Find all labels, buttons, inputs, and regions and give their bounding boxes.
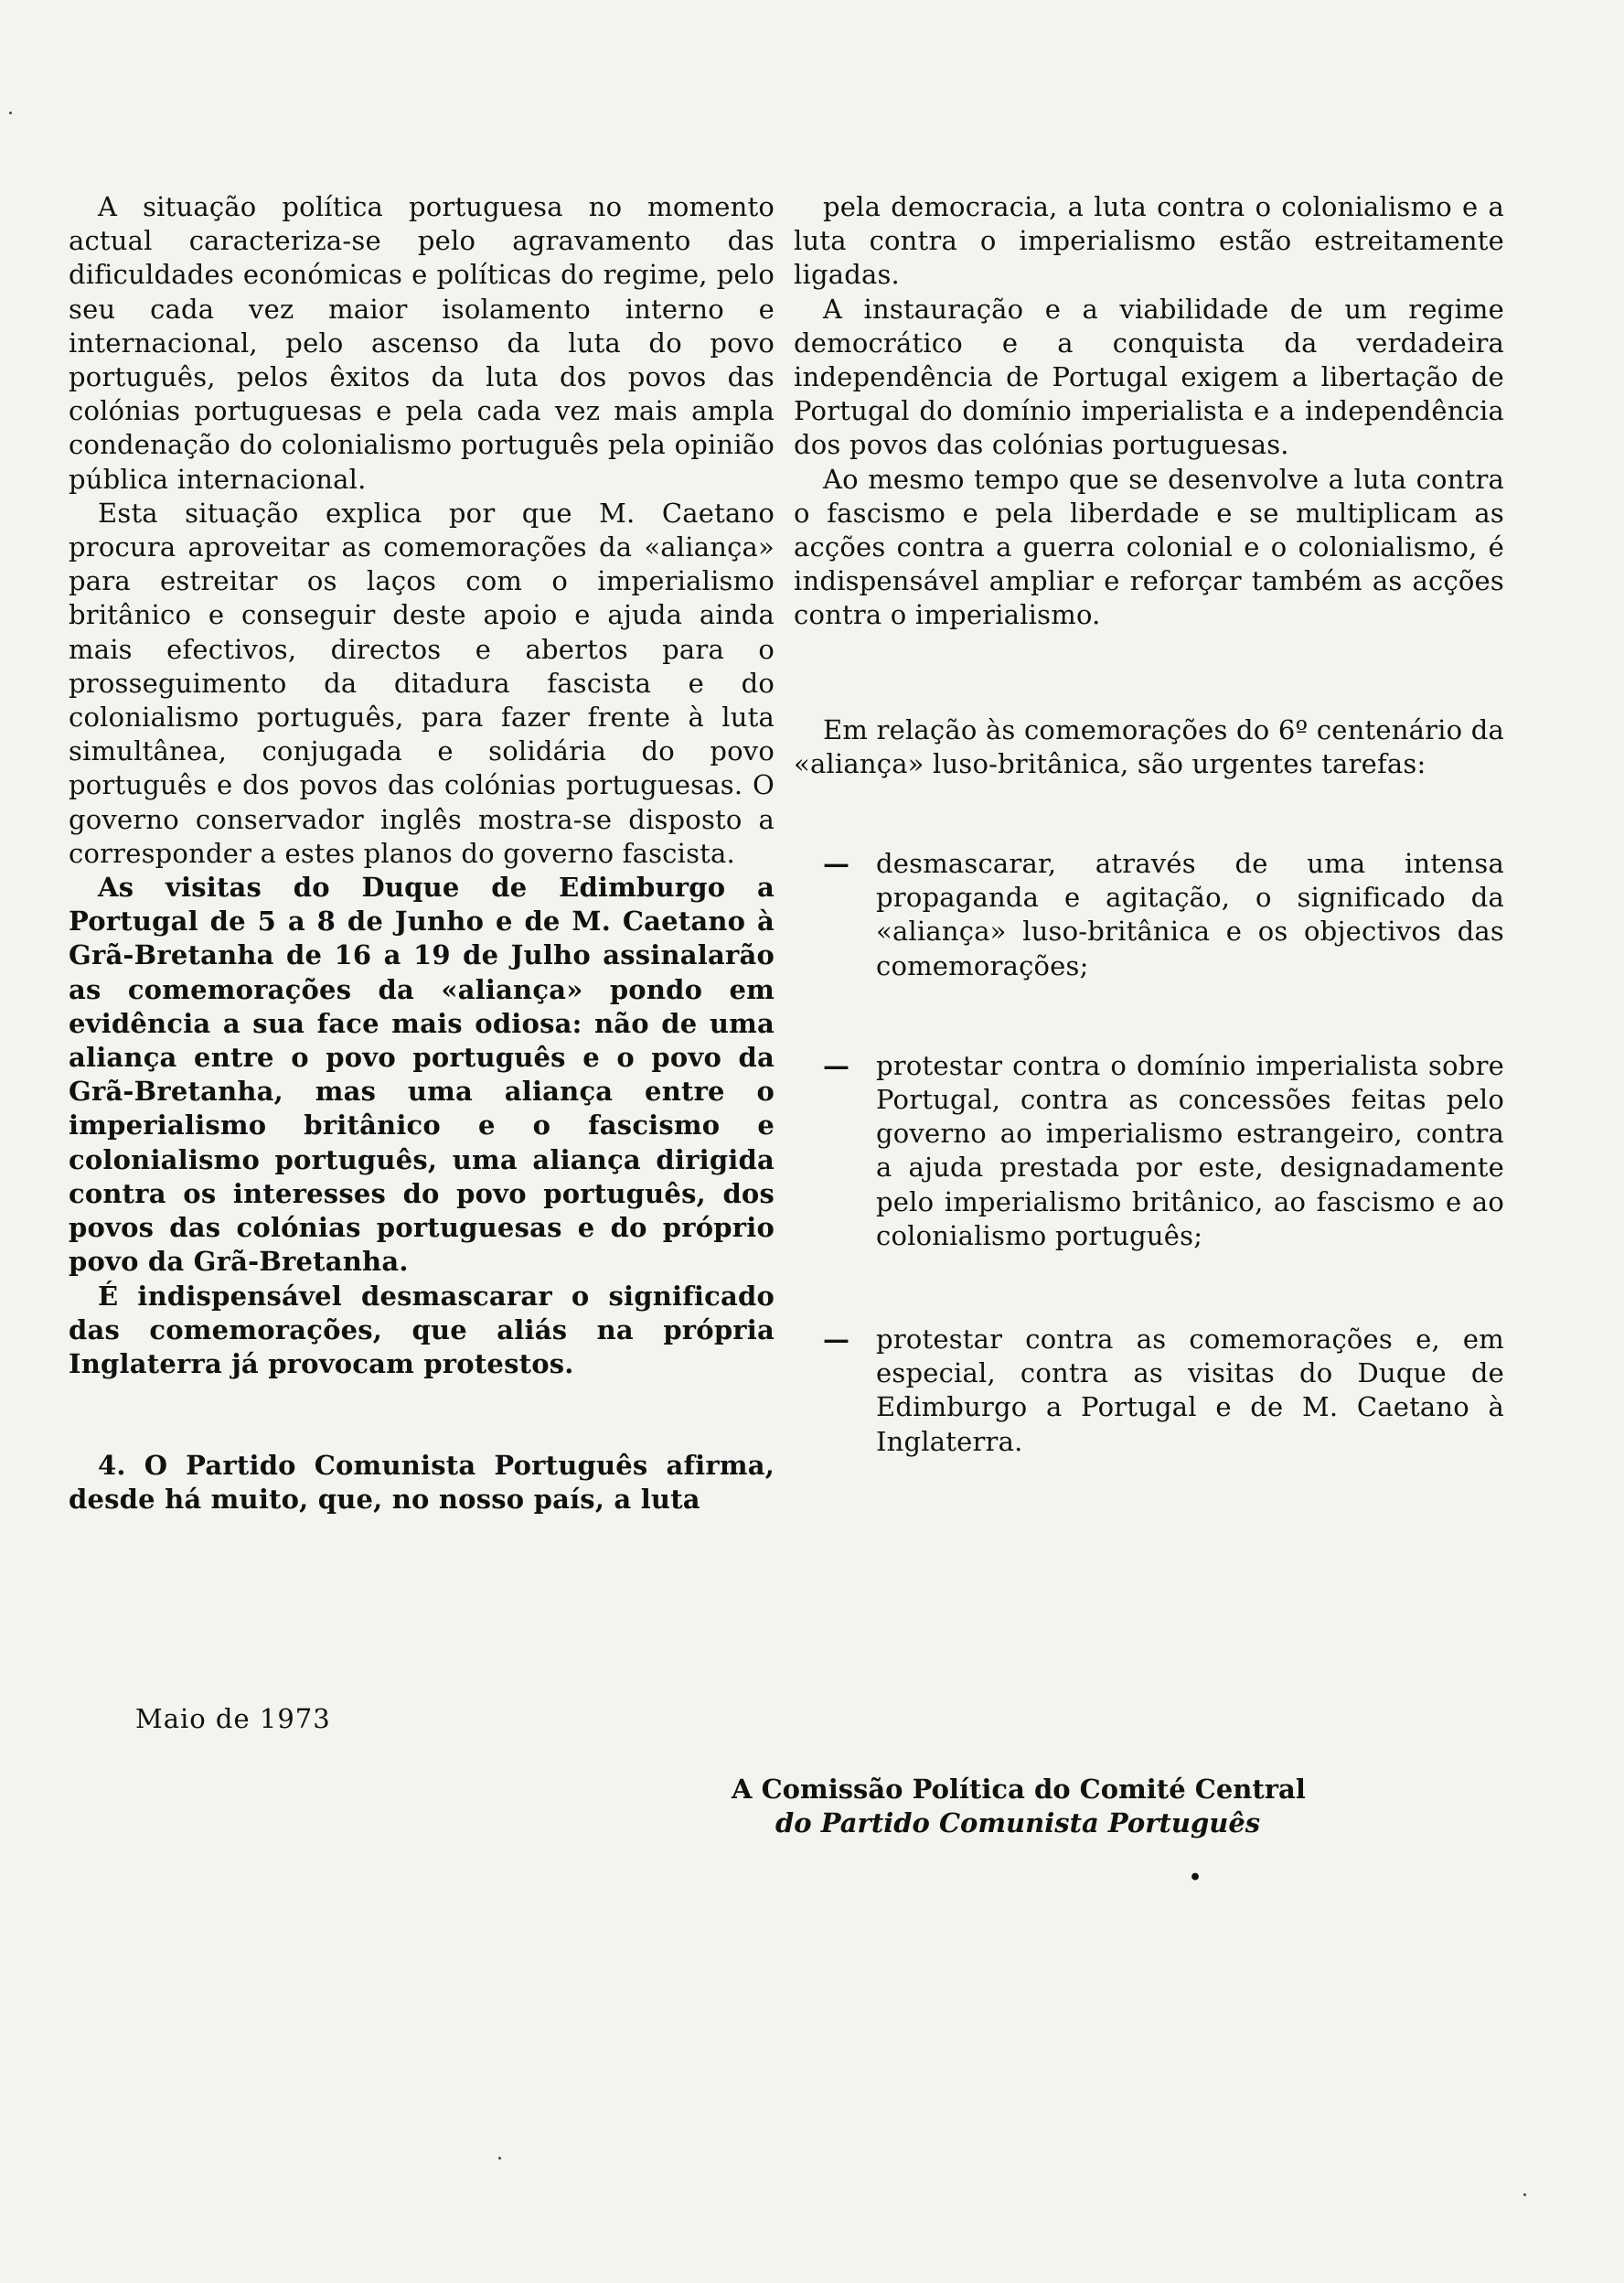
paragraph-visits: As visitas do Duque de Edimburgo a Portugal de 5 a 8 de Junho e de M. Caetano à Grã-Bretanha de 16 a 19 de Julho assinalarão as comemorações da «aliança» pondo em evidência a sua face mais odiosa: não de uma aliança entre o povo português e o povo da Grã-Bretanha, mas uma aliança entre o imperialismo britânico e o fascismo e colonialismo português, uma aliança dirigida contra os interesses do povo português, dos povos das colónias portuguesas e do próprio povo da Grã-Bretanha. [69,872,775,1278]
task-text: desmascarar, através de uma intensa propaganda e agitação, o significado da «aliança» luso-britânica e os objectivos das comemorações; [876,848,1504,981]
task-text: protestar contra o domínio imperialista sobre Portugal, contra as concessões feitas pelo governo ao imperialismo estrangeiro, contra a ajuda prestada por este, designadamente pelo imperialismo britânico, ao fascismo e ao colonialismo português; [876,1049,1504,1251]
ink-speck [9,112,12,114]
paragraph-section-4: 4. O Partido Comunista Português afirma, desde há muito, que, no nosso país, a luta [69,1450,775,1516]
signature-line-1: A Comissão Política do Comité Central [732,1774,1306,1805]
task-item [794,1323,1504,1459]
document-date: Maio de 1973 [135,1703,331,1734]
dash-marker: — [823,1049,850,1081]
ink-speck [498,2157,501,2160]
signature-line-2: do Partido Comunista Português [775,1807,1261,1838]
signature-block [732,1773,1306,1840]
paragraph-democratic-regime: A instauração e a viabilidade de um regime democrático e a conquista da verdadeira independência de Portugal exigem a libertação de Portugal do domínio imperialista e a independência dos povos das colónias portuguesas. [794,293,1504,461]
dash-marker: — [823,848,850,880]
paragraph-unmask: É indispensável desmascarar o significado das comemorações, que aliás na própria Inglaterra já provocam protestos. [69,1280,775,1379]
dash-marker: — [823,1324,850,1356]
ink-mark: • [1189,1866,1202,1890]
right-column [794,190,1504,1459]
paragraph-caetano-alliance: Esta situação explica por que M. Caetano procura aproveitar as comemorações da «aliança» para estreitar os laços com o imperialismo britânico e conseguir deste apoio e ajuda ainda mais efectivos, directos e abertos para o prosseguimento da ditadura fascista e do colonialismo português, para fazer frente à luta simultânea, conjugada e solidária do povo português e dos povos das colónias portuguesas. O governo conservador inglês mostra-se disposto a corresponder a estes planos do governo fascista. [69,497,775,869]
task-item [794,1049,1504,1253]
urgent-tasks-list [794,847,1504,1459]
paragraph-political-situation: A situação política portuguesa no momento actual caracteriza-se pelo agravamento das dificuldades económicas e políticas do regime, pelo seu cada vez maior isolamento interno e internacional, pelo ascenso da luta do povo português, pelos êxitos da luta dos povos das colónias portuguesas e pela cada vez mais ampla condenação do colonialismo português pela opinião pública internacional. [69,191,775,495]
paragraph-urgent-tasks-heading: Em relação às comemorações do 6º centenário da «aliança» luso-britânica, são urgentes tarefas: [794,713,1504,779]
ink-speck [1523,2193,1526,2196]
task-text: protestar contra as comemorações e, em especial, contra as visitas do Duque de Edimburgo a Portugal e de M. Caetano à Inglaterra. [876,1324,1504,1457]
task-item [794,847,1504,983]
paragraph-anti-imperialism: Ao mesmo tempo que se desenvolve a luta contra o fascismo e pela liberdade e se multiplicam as acções contra a guerra colonial e o colonialismo, é indispensável ampliar e reforçar também as acções contra o imperialismo. [794,463,1504,631]
left-column [69,190,775,1517]
paragraph-democracy-struggle: pela democracia, a luta contra o colonialismo e a luta contra o imperialismo estão estreitamente ligadas. [794,191,1504,291]
